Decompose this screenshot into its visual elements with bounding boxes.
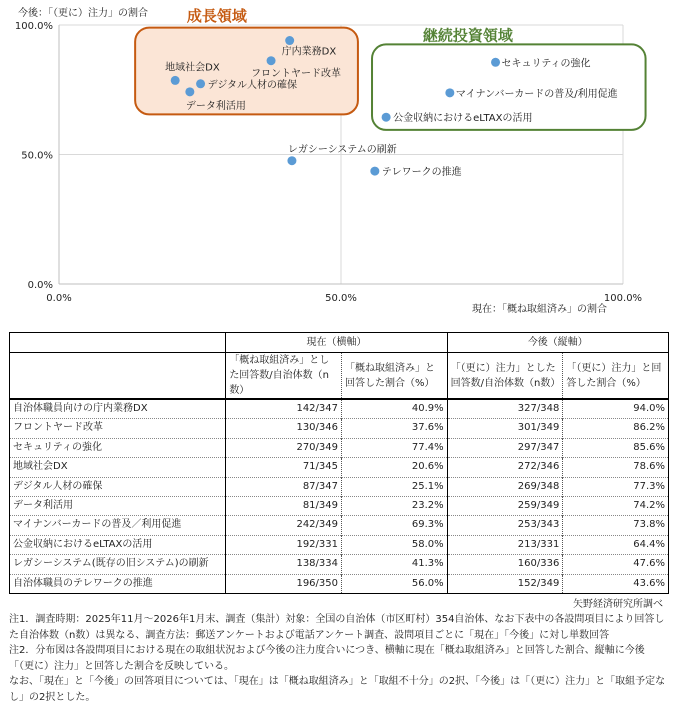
cell-current-pct: 41.3% — [342, 555, 448, 574]
cell-future-n: 213/331 — [447, 535, 563, 554]
data-point — [285, 36, 294, 45]
col-header-future-n: 「（更に）注力」とした回答数/自治体数（n数） — [447, 353, 563, 400]
cell-future-pct: 64.4% — [563, 535, 669, 554]
cell-current-n: 87/347 — [226, 477, 342, 496]
table-row — [10, 574, 669, 593]
data-point — [287, 156, 296, 165]
cell-future-n: 253/343 — [447, 516, 563, 535]
row-item-name: フロントヤード改革 — [10, 419, 226, 438]
cell-current-n: 196/350 — [226, 574, 342, 593]
x-axis-title: 現在：「概ね取組済み」の割合 — [472, 304, 607, 315]
col-header-current-n: 「概ね取組済み」とした回答数/自治体数（n数） — [226, 353, 342, 400]
row-item-name: マイナンバーカードの普及／利用促進 — [10, 516, 226, 535]
cell-future-pct: 73.8% — [563, 516, 669, 535]
y-axis-title: 今後：「（更に）注力」の割合 — [18, 8, 148, 19]
cell-future-pct: 47.6% — [563, 555, 669, 574]
data-point-label: フロントヤード改革 — [251, 68, 342, 80]
cell-future-pct: 86.2% — [563, 419, 669, 438]
row-item-name: 公金収納におけるeLTAXの活用 — [10, 535, 226, 554]
data-point — [196, 79, 205, 88]
note-2: 注2．分布図は各設問項目における現在の取組状況および今後の注力度合いにつき、横軸に現在「概ね取組済み」と回答した割合、縦軸に今後「（更に）注力」と回答した割合を反映している。 — [9, 645, 645, 672]
scatter-chart — [0, 0, 679, 325]
cell-current-n: 81/349 — [226, 497, 342, 516]
cell-current-n: 142/347 — [226, 399, 342, 419]
col-header-future-pct: 「（更に）注力」と回答した割合（%） — [563, 353, 669, 400]
cell-future-n: 269/348 — [447, 477, 563, 496]
cell-current-n: 138/334 — [226, 555, 342, 574]
row-item-name: レガシーシステム(既存の旧システム)の刷新 — [10, 555, 226, 574]
row-item-name: 地域社会DX — [10, 458, 226, 477]
data-point-label: マイナンバーカードの普及/利用促進 — [455, 88, 618, 100]
cell-current-n: 71/345 — [226, 458, 342, 477]
table-row — [10, 458, 669, 477]
data-point-label: セキュリティの強化 — [501, 58, 591, 70]
col-header-current-pct: 「概ね取組済み」と回答した割合（%） — [342, 353, 448, 400]
cell-current-pct: 58.0% — [342, 535, 448, 554]
cell-current-pct: 25.1% — [342, 477, 448, 496]
cell-future-n: 152/349 — [447, 574, 563, 593]
cell-current-pct: 37.6% — [342, 419, 448, 438]
data-point — [491, 58, 500, 67]
cell-future-n: 272/346 — [447, 458, 563, 477]
table-row — [10, 516, 669, 535]
table-row — [10, 535, 669, 554]
cell-future-pct: 74.2% — [563, 497, 669, 516]
data-point — [185, 87, 194, 96]
cell-current-pct: 20.6% — [342, 458, 448, 477]
cell-current-pct: 23.2% — [342, 497, 448, 516]
cell-current-pct: 69.3% — [342, 516, 448, 535]
cell-future-n: 160/336 — [447, 555, 563, 574]
footnotes — [9, 612, 669, 705]
y-tick-label: 50.0% — [21, 150, 53, 162]
x-tick-label: 100.0% — [603, 293, 643, 304]
group-header-future: 今後（縦軸） — [447, 333, 668, 353]
data-point — [267, 56, 276, 65]
table-row — [10, 555, 669, 574]
source-credit: 矢野経済研究所調べ — [573, 599, 663, 610]
x-tick-label: 0.0% — [46, 293, 72, 304]
table-corner — [10, 333, 226, 353]
table-corner-sub — [10, 353, 226, 400]
data-point-label: データ利活用 — [185, 100, 246, 112]
data-point — [171, 76, 180, 85]
cell-current-pct: 56.0% — [342, 574, 448, 593]
cell-future-pct: 78.6% — [563, 458, 669, 477]
data-point — [382, 113, 391, 122]
data-point-label: 地域社会DX — [165, 62, 220, 74]
cell-future-n: 301/349 — [447, 419, 563, 438]
table-row — [10, 399, 669, 419]
row-item-name: 自治体職員向けの庁内業務DX — [10, 399, 226, 419]
group-header-current: 現在（横軸） — [226, 333, 447, 353]
cell-future-n: 327/348 — [447, 399, 563, 419]
data-point — [445, 88, 454, 97]
data-point-label: 庁内業務DX — [281, 46, 337, 58]
table-row — [10, 477, 669, 496]
cell-current-pct: 77.4% — [342, 438, 448, 457]
table-row — [10, 438, 669, 457]
data-point-label: デジタル人材の確保 — [207, 79, 297, 91]
y-tick-label: 0.0% — [27, 280, 53, 291]
note-3: なお、「現在」と「今後」の回答項目については、「現在」は「概ね取組済み」と「取組不十分」の2択、「今後」は「（更に）注力」と「取組予定なし」の2択とした。 — [9, 676, 666, 703]
data-table — [9, 332, 669, 594]
cell-current-n: 242/349 — [226, 516, 342, 535]
row-item-name: データ利活用 — [10, 497, 226, 516]
table-row — [10, 419, 669, 438]
x-tick-label: 50.0% — [325, 293, 357, 304]
cell-current-n: 270/349 — [226, 438, 342, 457]
data-point-label: 公金収納におけるeLTAXの活用 — [393, 113, 533, 125]
row-item-name: デジタル人材の確保 — [10, 477, 226, 496]
cell-future-pct: 85.6% — [563, 438, 669, 457]
table-row — [10, 497, 669, 516]
cell-future-pct: 94.0% — [563, 399, 669, 419]
data-point-label: レガシーシステムの刷新 — [287, 144, 397, 156]
cell-future-n: 297/347 — [447, 438, 563, 457]
region-label: 継続投資領域 — [422, 26, 513, 45]
region-label: 成長領域 — [186, 7, 247, 26]
data-point — [370, 167, 379, 176]
cell-current-pct: 40.9% — [342, 399, 448, 419]
cell-current-n: 130/346 — [226, 419, 342, 438]
cell-future-n: 259/349 — [447, 497, 563, 516]
row-item-name: セキュリティの強化 — [10, 438, 226, 457]
note-1: 注1．調査時期：2025年11月～2026年1月末、調査（集計）対象：全国の自治体（市区町村）354自治体、なお下表中の各設問項目により回答した自治体数（n数）は異なる、調査方法：郵送アンケートおよび電話アンケート調査、設問項目ごとに「現在」「今後」に対し単数回答 — [9, 614, 665, 641]
data-point-label: テレワークの推進 — [381, 167, 462, 179]
cell-future-pct: 43.6% — [563, 574, 669, 593]
row-item-name: 自治体職員のテレワークの推進 — [10, 574, 226, 593]
cell-future-pct: 77.3% — [563, 477, 669, 496]
y-tick-label: 100.0% — [14, 21, 53, 32]
cell-current-n: 192/331 — [226, 535, 342, 554]
